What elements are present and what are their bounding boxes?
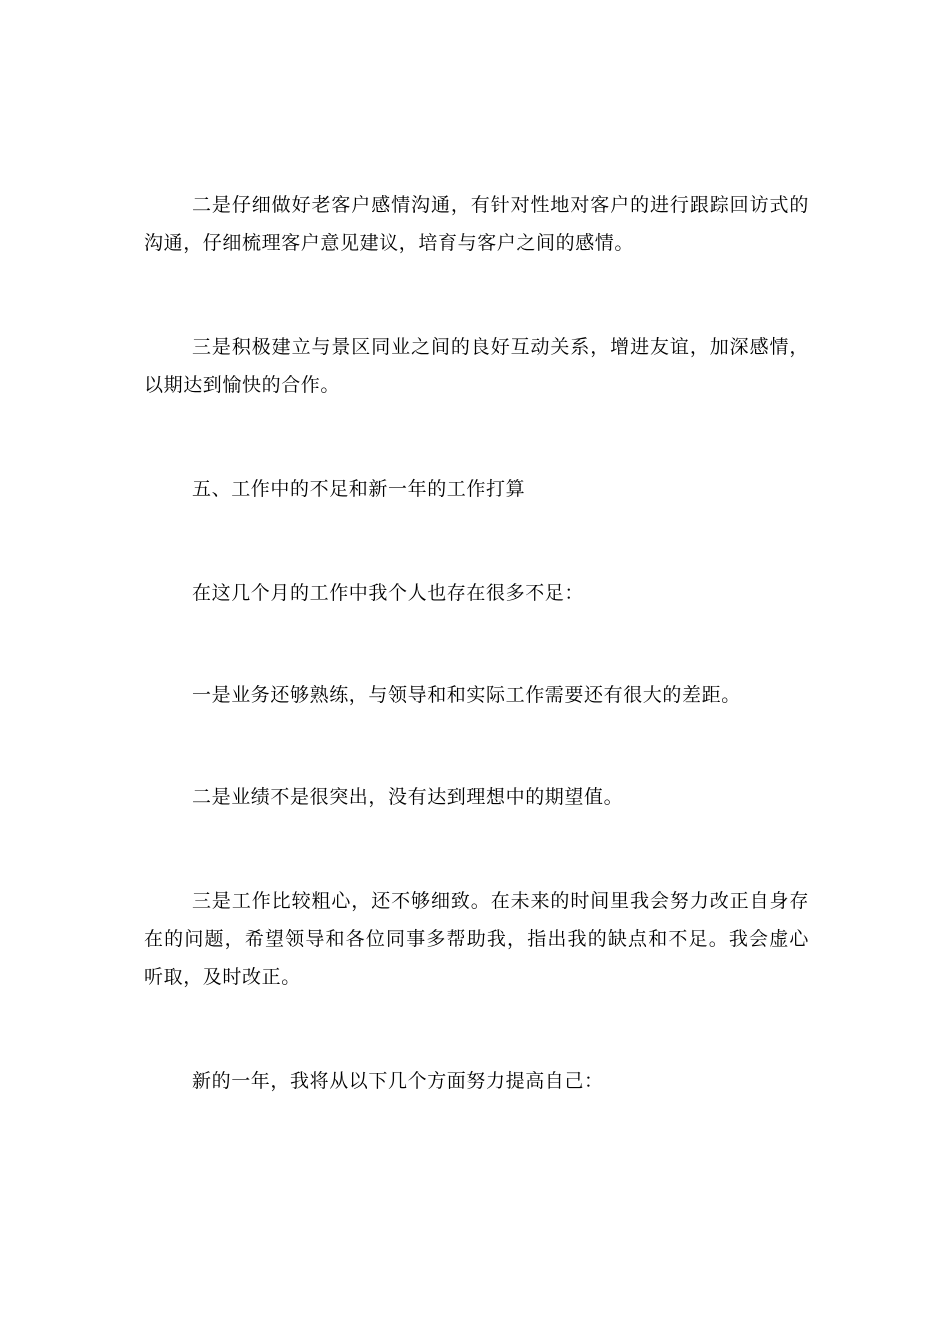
paragraph-new-year-plan: 新的一年，我将从以下几个方面努力提高自己： <box>192 1070 604 1092</box>
paragraph-shortcoming-one: 一是业务还够熟练，与领导和和实际工作需要还有很大的差距。 <box>192 684 741 706</box>
paragraph-industry-relations: 三是积极建立与景区同业之间的良好互动关系，增进友谊，加深感情，以期达到愉快的合作。 <box>144 336 809 396</box>
paragraph-shortcoming-three: 三是工作比较粗心，还不够细致。在未来的时间里我会努力改正自身存在的问题，希望领导和各位同事多帮助我，指出我的缺点和不足。我会虚心听取，及时改正。 <box>144 890 809 988</box>
paragraph-shortcomings-intro: 在这几个月的工作中我个人也存在很多不足： <box>192 582 585 604</box>
section-heading-shortcomings-plans: 五、工作中的不足和新一年的工作打算 <box>192 478 526 500</box>
paragraph-customer-communication: 二是仔细做好老客户感情沟通，有针对性地对客户的进行跟踪回访式的沟通，仔细梳理客户意见建议，培育与客户之间的感情。 <box>144 194 809 254</box>
paragraph-shortcoming-two: 二是业绩不是很突出，没有达到理想中的期望值。 <box>192 786 624 808</box>
